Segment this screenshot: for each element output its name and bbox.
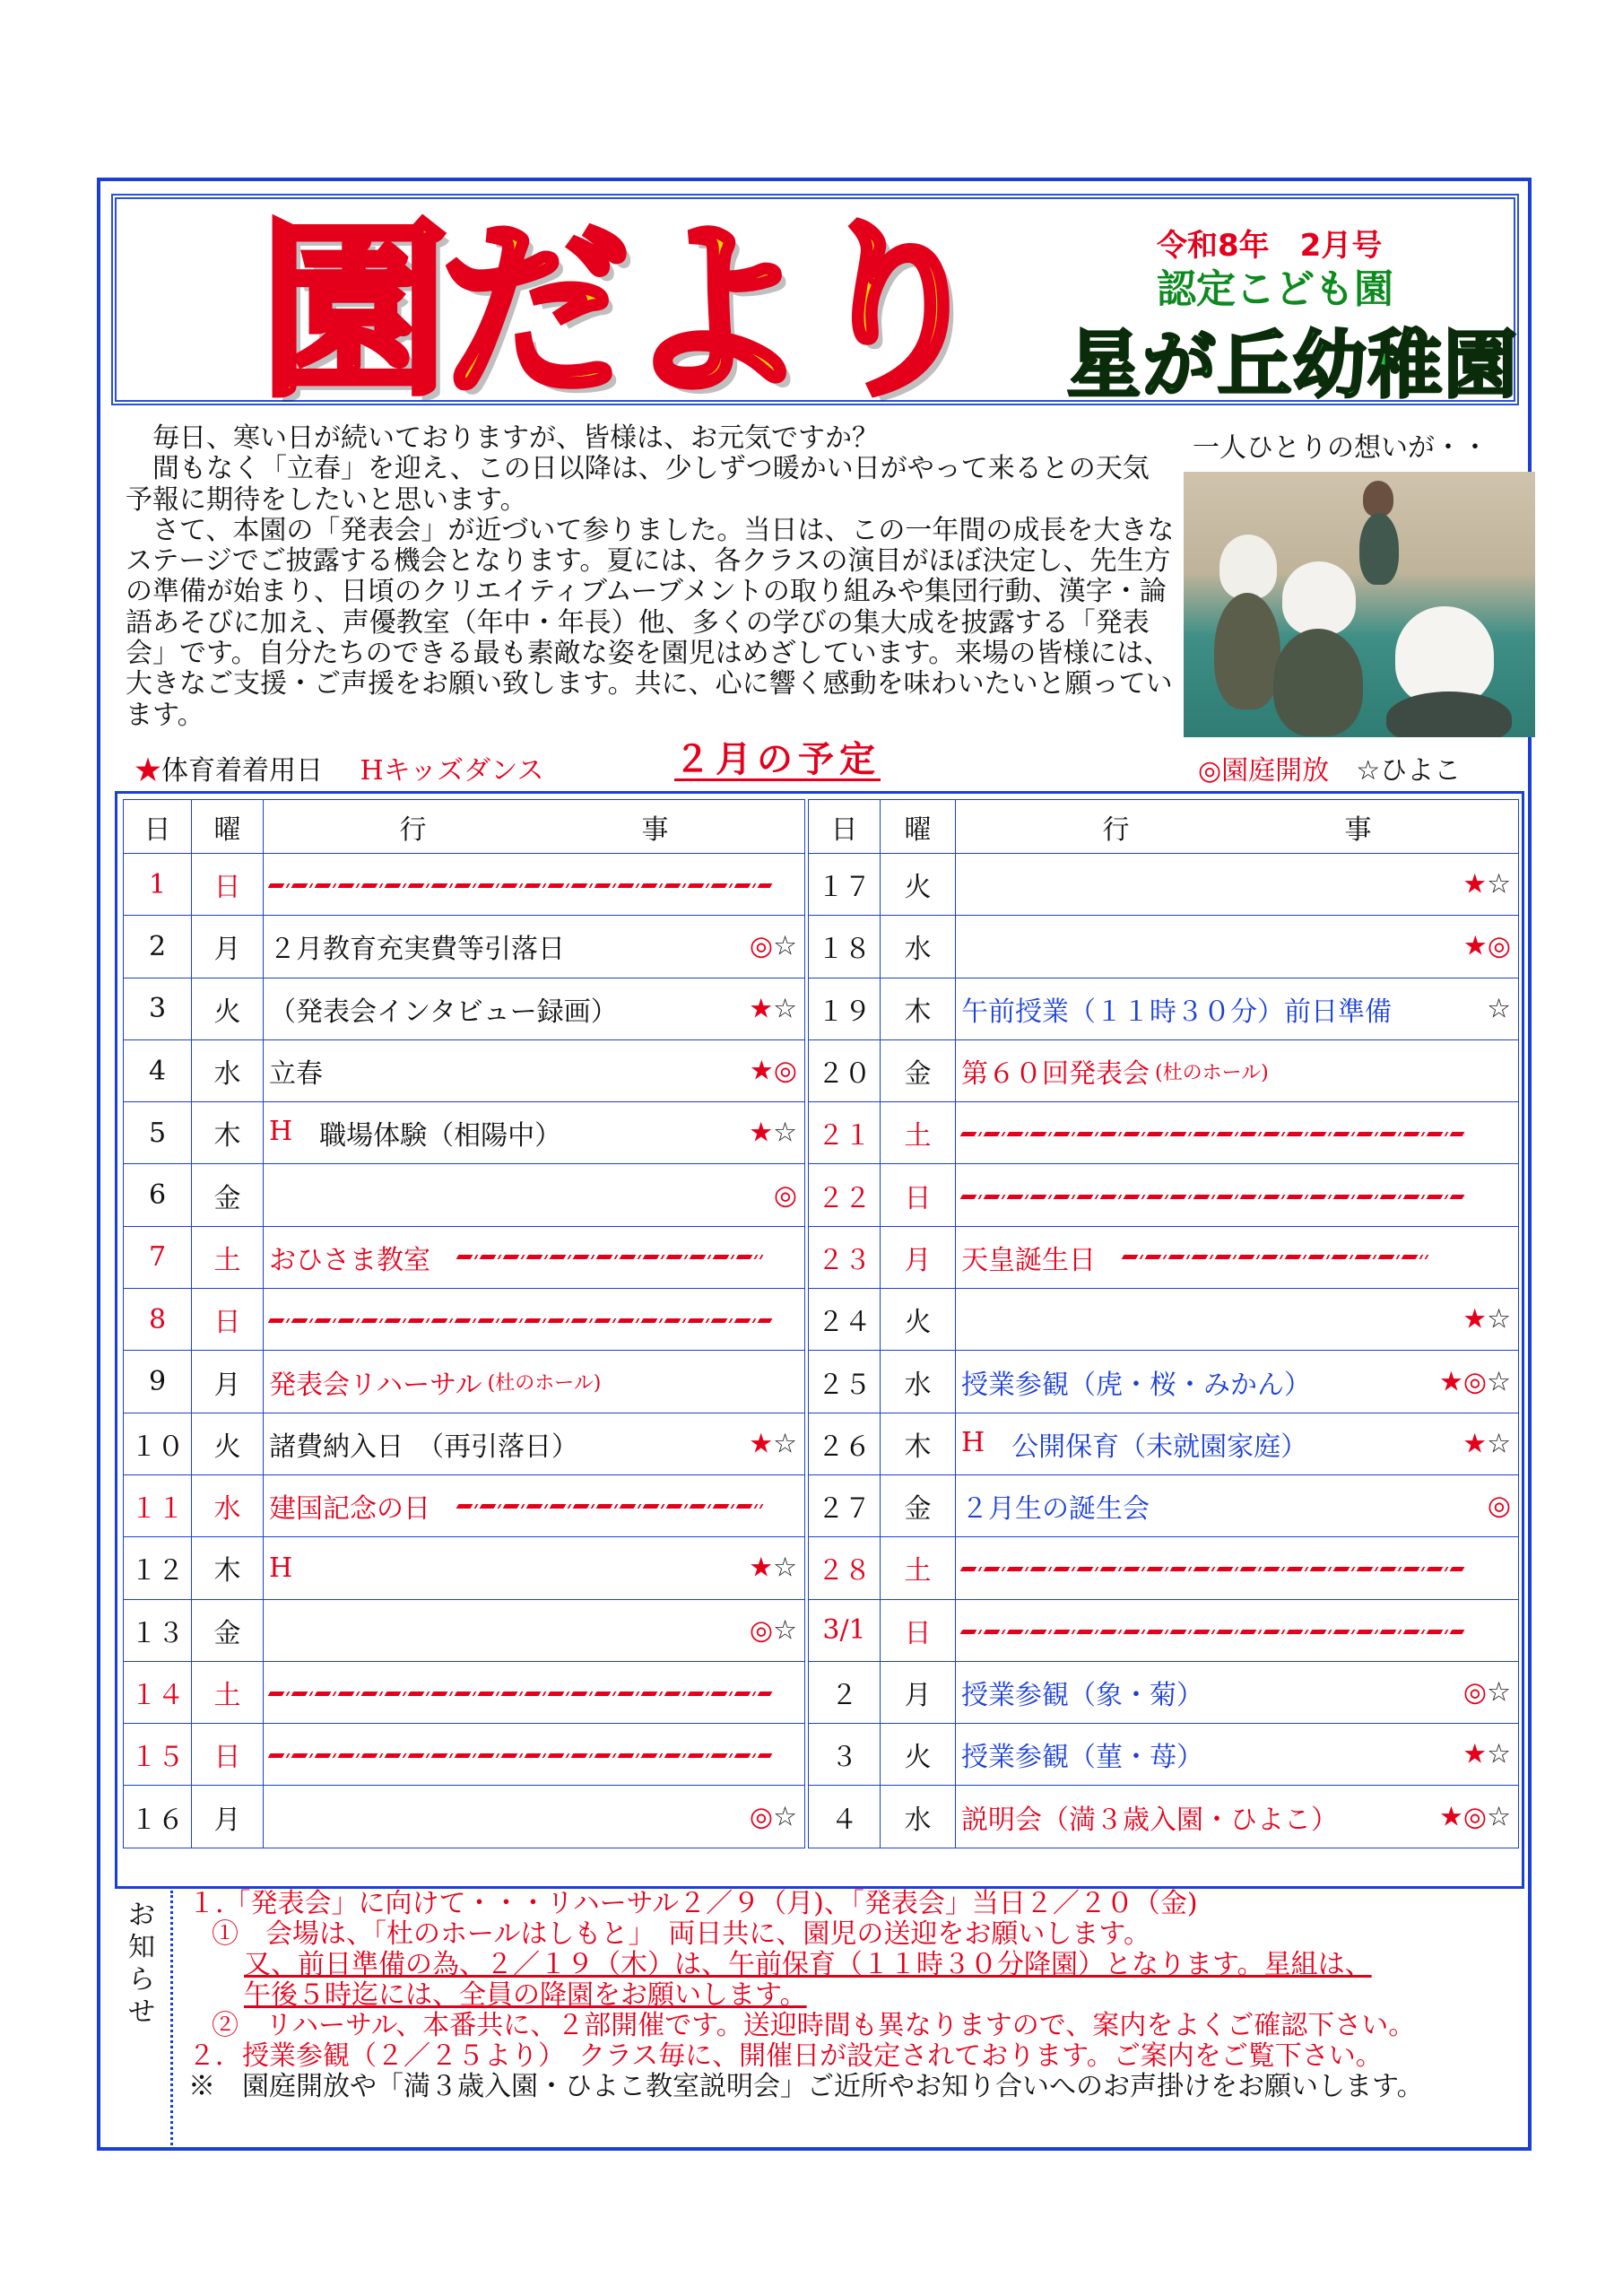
closed-line	[268, 883, 773, 888]
weekday: 金	[881, 1474, 956, 1536]
notice-box	[183, 1889, 1528, 2102]
event-mark: ◎	[773, 1179, 797, 1212]
event-mark: ◎	[1487, 1490, 1511, 1522]
school-name: 星が丘幼稚園	[1067, 323, 1520, 408]
event-cell	[264, 1226, 805, 1288]
weekday: 土	[192, 1661, 264, 1723]
calendar-row	[809, 1724, 1519, 1786]
day-number: ２６	[809, 1413, 881, 1474]
event-text: 第６０回発表会	[961, 1058, 1150, 1091]
weekday: 日	[881, 1164, 956, 1226]
calendar-row	[809, 916, 1519, 978]
newsletter-title: 園だより	[260, 202, 985, 422]
event-cell	[956, 1537, 1519, 1599]
event-cell	[264, 1164, 805, 1226]
calendar-row	[124, 1102, 805, 1164]
calendar-row	[124, 978, 805, 1039]
weekday: 日	[192, 1289, 264, 1351]
event-cell	[264, 1289, 805, 1351]
event-mark: ◎☆	[1462, 1676, 1511, 1709]
weekday: 火	[881, 1724, 956, 1786]
day-number: 3/1	[809, 1599, 881, 1661]
event-mark: ★☆	[1462, 1303, 1511, 1335]
calendar-row	[124, 1289, 805, 1351]
weekday: 木	[192, 1537, 264, 1599]
weekday: 金	[881, 1039, 956, 1101]
event-text: 公開保育（未就園家庭）	[1011, 1431, 1308, 1463]
calendar-row	[124, 1724, 805, 1786]
weekday: 日	[192, 1724, 264, 1786]
closed-line	[960, 1132, 1465, 1136]
day-number: ４	[809, 1786, 881, 1848]
h-symbol: H	[360, 755, 384, 787]
event-text: 授業参観（菫・苺）	[961, 1742, 1203, 1774]
event-text: （発表会インタビュー録画）	[269, 996, 618, 1028]
day-number: 1	[124, 854, 192, 916]
calendar-row	[124, 1164, 805, 1226]
event-mark: ★☆	[1462, 1428, 1511, 1460]
notice-line: 又、前日準備の為、２／１９（木）は、午前保育（１１時３０分降園）となります。星組は、	[244, 1949, 1372, 1980]
weekday: 水	[192, 1474, 264, 1536]
weekday: 金	[192, 1599, 264, 1661]
event-mark: ★☆	[749, 1428, 797, 1460]
weekday: 木	[881, 1413, 956, 1474]
event-text: おひさま教室	[269, 1244, 430, 1276]
calendar-row	[809, 854, 1519, 916]
event-mark: ★◎	[749, 1055, 797, 1087]
day-number: ２４	[809, 1289, 881, 1351]
day-number: ２０	[809, 1039, 881, 1101]
calendar-row	[809, 1226, 1519, 1288]
intro-paragraph: 毎日、寒い日が続いておりますが、皆様は、お元気ですか？	[152, 422, 879, 454]
notice-line: 午後５時迄には、全員の降園をお願いします。	[244, 1979, 807, 2011]
calendar-row	[124, 1351, 805, 1413]
header-weekday: 曜	[881, 800, 956, 854]
day-number: １３	[124, 1599, 192, 1661]
header-day: 日	[809, 800, 881, 854]
event-cell	[956, 978, 1519, 1039]
weekday: 木	[881, 978, 956, 1039]
day-number: 9	[124, 1351, 192, 1413]
calendar-row	[809, 1289, 1519, 1351]
calendar-row	[124, 916, 805, 978]
issue-label: 令和8年 2月号	[1157, 228, 1383, 264]
event-mark: ☆	[1487, 993, 1511, 1025]
weekday: 水	[881, 1351, 956, 1413]
weekday: 火	[192, 978, 264, 1039]
legend-hiyoko: ☆ひよこ	[1356, 755, 1462, 787]
intro-paragraph: さて、本園の「発表会」が近づいて参りました。当日は、この一年間の成長を大きなステージでご披露する機会となります。夏には、各クラスの演目がほぼ決定し、先生方の準備が始まり、日頃のクリエイティブムーブメントの取り組みや集団行動、漢字・論語あそびに加え、声優教室（年中・年長）他、多くの学びの集大成を披露する「発表会」です。自分たちのできる最も素敵な姿を園児はめざしています。来場の皆様には、大きなご支援・ご声援をお願い致します。共に、心に響く感動を味わいたいと願っています。	[126, 514, 1175, 731]
weekday: 月	[881, 1661, 956, 1723]
weekday: 土	[192, 1226, 264, 1288]
notice-line: ② リハーサル、本番共に、２部開催です。送迎時間も異なりますので、案内をよくご確認下さい。	[212, 2010, 1416, 2041]
legend-garden-open: ◎園庭開放	[1198, 755, 1330, 787]
calendar-row	[124, 1039, 805, 1101]
day-number: １６	[124, 1786, 192, 1848]
event-cell	[956, 1102, 1519, 1164]
notice-divider	[170, 1891, 173, 2151]
weekday: 月	[881, 1226, 956, 1288]
calendar-row	[124, 1413, 805, 1474]
event-cell	[264, 1724, 805, 1786]
event-cell	[956, 1724, 1519, 1786]
event-cell	[264, 1413, 805, 1474]
event-mark: ★☆	[749, 1552, 797, 1584]
header-event: 行 事	[264, 800, 805, 854]
day-number: 4	[124, 1039, 192, 1101]
header-event: 行 事	[956, 800, 1519, 854]
weekday: 月	[192, 1351, 264, 1413]
event-cell	[264, 1599, 805, 1661]
notice-line: １.「発表会」に向けて・・・リハーサル２／９（月)、「発表会」当日２／２０（金)	[188, 1888, 1198, 1919]
event-text: 授業参観（象・菊）	[961, 1680, 1203, 1711]
weekday: 金	[192, 1164, 264, 1226]
weekday: 火	[192, 1413, 264, 1474]
calendar-row	[124, 1599, 805, 1661]
calendar-row	[809, 1351, 1519, 1413]
calendar-row	[124, 1226, 805, 1288]
event-cell	[956, 1164, 1519, 1226]
school-kind: 認定こども園	[1157, 266, 1393, 312]
event-cell	[956, 1039, 1519, 1101]
calendar-left	[123, 799, 805, 1848]
event-cell	[264, 916, 805, 978]
event-cell	[264, 1786, 805, 1848]
event-mark: ◎☆	[749, 930, 797, 962]
plan-title: ２月の予定	[674, 739, 881, 780]
day-number: ２	[809, 1661, 881, 1723]
closed-line	[960, 1195, 1465, 1199]
event-mark: ◎☆	[749, 1614, 797, 1647]
day-number: １９	[809, 978, 881, 1039]
event-cell	[956, 916, 1519, 978]
event-text: 授業参観（虎・桜・みかん）	[961, 1369, 1311, 1401]
event-text: 立春	[269, 1058, 323, 1091]
calendar-row	[124, 1474, 805, 1536]
weekday: 火	[881, 854, 956, 916]
weekday: 水	[881, 1786, 956, 1848]
event-cell	[264, 1537, 805, 1599]
event-cell	[956, 1474, 1519, 1536]
event-cell	[956, 1786, 1519, 1848]
calendar-row	[809, 1599, 1519, 1661]
event-mark: ★☆	[749, 1117, 797, 1149]
event-text: 午前授業（１１時３０分）前日準備	[961, 996, 1392, 1028]
day-number: １１	[124, 1474, 192, 1536]
day-number: 3	[124, 978, 192, 1039]
weekday: 水	[881, 916, 956, 978]
notice-line: ① 会場は、「杜のホールはしもと」 両日共に、園児の送迎をお願いします。	[212, 1918, 1150, 1950]
h-symbol: H	[269, 1116, 293, 1148]
event-cell	[956, 1289, 1519, 1351]
event-mark: ★☆	[1462, 868, 1511, 900]
event-cell	[956, 854, 1519, 916]
calendar-row	[124, 1786, 805, 1848]
header-weekday: 曜	[192, 800, 264, 854]
day-number: ２１	[809, 1102, 881, 1164]
intro-paragraph: 間もなく「立春」を迎え、この日以降は、少しずつ暖かい日がやって来るとの天気予報に期待をしたいと思います。	[126, 453, 1150, 516]
h-symbol: H	[961, 1426, 985, 1458]
calendar-row	[809, 1474, 1519, 1536]
calendar-row	[809, 1039, 1519, 1101]
event-mark: ★☆	[1462, 1738, 1511, 1770]
event-text: 職場体験（相陽中）	[319, 1120, 562, 1152]
star-symbol: ★	[135, 755, 161, 787]
event-mark: ★◎	[1462, 930, 1511, 962]
calendar-row	[809, 1102, 1519, 1164]
calendar-row	[809, 1164, 1519, 1226]
event-cell	[956, 1413, 1519, 1474]
legend-right	[1198, 748, 1461, 787]
weekday: 月	[192, 916, 264, 978]
event-cell	[956, 1226, 1519, 1288]
day-number: １７	[809, 854, 881, 916]
day-number: 5	[124, 1102, 192, 1164]
closed-line	[1122, 1255, 1429, 1259]
day-number: １５	[124, 1724, 192, 1786]
event-text: ２月生の誕生会	[961, 1493, 1150, 1526]
event-cell	[264, 1102, 805, 1164]
weekday: 土	[881, 1537, 956, 1599]
event-cell	[264, 978, 805, 1039]
event-cell	[264, 854, 805, 916]
event-cell	[956, 1599, 1519, 1661]
calendar-row	[124, 1661, 805, 1723]
legend-left	[135, 748, 544, 787]
event-cell	[264, 1351, 805, 1413]
photo-caption: 一人ひとりの想いが・・	[1193, 432, 1488, 464]
calendar-row	[809, 978, 1519, 1039]
calendar	[115, 791, 1524, 1889]
calendar-row	[124, 854, 805, 916]
closed-line	[268, 1753, 773, 1758]
day-number: 6	[124, 1164, 192, 1226]
event-mark: ★◎☆	[1439, 1801, 1511, 1833]
closed-line	[268, 1318, 773, 1323]
day-number: １０	[124, 1413, 192, 1474]
closed-line	[960, 1630, 1465, 1634]
calendar-row	[809, 1786, 1519, 1848]
legend-sports: 体育着着用日	[161, 755, 323, 787]
event-cell	[264, 1474, 805, 1536]
day-number: １８	[809, 916, 881, 978]
day-number: 2	[124, 916, 192, 978]
event-mark: ◎☆	[749, 1801, 797, 1833]
children-photo	[1184, 472, 1535, 737]
weekday: 木	[192, 1102, 264, 1164]
header-day: 日	[124, 800, 192, 854]
closed-line	[456, 1504, 764, 1509]
event-text: 諸費納入日 （再引落日）	[269, 1431, 578, 1463]
weekday: 日	[192, 854, 264, 916]
event-venue: (杜のホール)	[1155, 1061, 1269, 1084]
weekday: 土	[881, 1102, 956, 1164]
weekday: 水	[192, 1039, 264, 1101]
event-cell	[956, 1661, 1519, 1723]
event-mark: ★☆	[749, 993, 797, 1025]
calendar-row	[124, 1537, 805, 1599]
legend-kids-dance: キッズダンス	[383, 755, 544, 787]
closed-line	[960, 1567, 1465, 1571]
notice-line: ２．授業参観（２／２５より） クラス毎に、開催日が設定されております。ご案内をご覧下さい。	[188, 2040, 1383, 2072]
closed-line	[456, 1255, 764, 1259]
event-cell	[264, 1039, 805, 1101]
intro-text	[126, 423, 1175, 731]
day-number: ２５	[809, 1351, 881, 1413]
day-number: 8	[124, 1289, 192, 1351]
calendar-row	[809, 1537, 1519, 1599]
notice-label: お知らせ	[128, 1900, 155, 2028]
day-number: １２	[124, 1537, 192, 1599]
closed-line	[268, 1692, 773, 1696]
event-cell	[956, 1351, 1519, 1413]
notice-line: ※ 園庭開放や「満３歳入園・ひよこ教室説明会」ご近所やお知り合いへのお声掛けをお願いします。	[188, 2071, 1424, 2102]
day-number: ３	[809, 1724, 881, 1786]
event-venue: (杜のホール)	[487, 1372, 602, 1396]
day-number: ２８	[809, 1537, 881, 1599]
event-text: 説明会（満３歳入園・ひよこ）	[961, 1804, 1338, 1836]
day-number: ２２	[809, 1164, 881, 1226]
weekday: 月	[192, 1786, 264, 1848]
weekday: 火	[881, 1289, 956, 1351]
calendar-row	[809, 1661, 1519, 1723]
event-text: ２月教育充実費等引落日	[269, 934, 565, 966]
calendar-right	[808, 799, 1519, 1848]
event-text: 建国記念の日	[269, 1493, 430, 1526]
event-mark: ★◎☆	[1439, 1366, 1511, 1398]
event-text: 天皇誕生日	[961, 1244, 1096, 1276]
h-symbol: H	[269, 1552, 293, 1584]
weekday: 日	[881, 1599, 956, 1661]
calendar-row	[809, 1413, 1519, 1474]
event-text: 発表会リハーサル	[269, 1369, 482, 1401]
day-number: １４	[124, 1661, 192, 1723]
event-cell	[264, 1661, 805, 1723]
day-number: ２３	[809, 1226, 881, 1288]
day-number: ２７	[809, 1474, 881, 1536]
day-number: 7	[124, 1226, 192, 1288]
